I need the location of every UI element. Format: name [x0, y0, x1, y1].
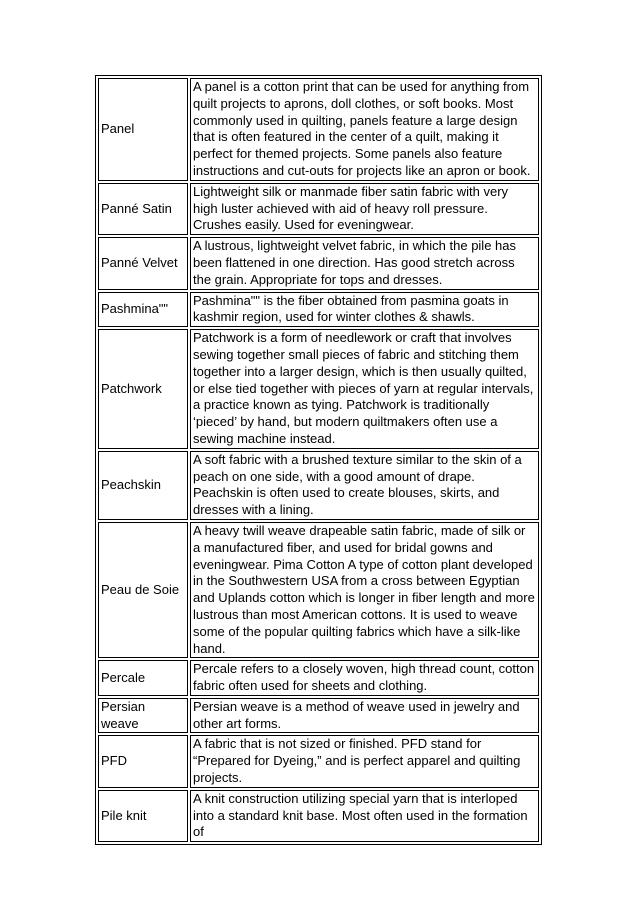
- definition-cell: Patchwork is a form of needlework or craft that involves sewing together small pieces of fabric and stitching them together into a larger design, which is then usually quilted, or else tied together with pieces of yarn at regular intervals, a practice known as tying. Patchwork is traditionally ‘pieced’ by hand, but modern quiltmakers often use a sewing machine instead.: [190, 329, 539, 449]
- table-row: [98, 329, 539, 449]
- term-cell: Pile knit: [98, 790, 188, 842]
- definition-cell: A heavy twill weave drapeable satin fabric, made of silk or a manufactured fiber, and used for bridal gowns and eveningwear. Pima Cotton A type of cotton plant developed in the Southwestern USA from a cross between Egyptian and Uplands cotton which is longer in fiber length and more lustrous than most American cottons. It is used to weave some of the popular quilting fabrics which have a silk-like hand.: [190, 522, 539, 658]
- definition-cell: A panel is a cotton print that can be used for anything from quilt projects to aprons, doll clothes, or soft books. Most commonly used in quilting, panels feature a large design that is often featured in the center of a quilt, making it perfect for themed projects. Some panels also feature instructions and cut-outs for projects like an apron or book.: [190, 78, 539, 181]
- table-row: [98, 698, 539, 734]
- table-row: [98, 183, 539, 235]
- glossary-table: [95, 75, 542, 845]
- definition-cell: A fabric that is not sized or finished. PFD stand for “Prepared for Dyeing,” and is perfect apparel and quilting projects.: [190, 735, 539, 787]
- term-cell: Panné Velvet: [98, 237, 188, 289]
- term-cell: Peau de Soie: [98, 522, 188, 658]
- table-row: [98, 522, 539, 658]
- table-row: [98, 660, 539, 696]
- definition-cell: A lustrous, lightweight velvet fabric, in which the pile has been flattened in one direction. Has good stretch across the grain. Appropriate for tops and dresses.: [190, 237, 539, 289]
- definition-cell: Persian weave is a method of weave used in jewelry and other art forms.: [190, 698, 539, 734]
- definition-cell: A knit construction utilizing special yarn that is interloped into a standard knit base. Most often used in the formation of: [190, 790, 539, 842]
- definition-cell: Lightweight silk or manmade fiber satin fabric with very high luster achieved with aid of heavy roll pressure. Crushes easily. Used for eveningwear.: [190, 183, 539, 235]
- definition-cell: A soft fabric with a brushed texture similar to the skin of a peach on one side, with a good amount of drape. Peachskin is often used to create blouses, skirts, and dresses with a lining.: [190, 451, 539, 520]
- term-cell: Pashmina"": [98, 292, 188, 328]
- term-cell: Percale: [98, 660, 188, 696]
- term-cell: Panné Satin: [98, 183, 188, 235]
- term-cell: Panel: [98, 78, 188, 181]
- table-row: [98, 237, 539, 289]
- table-row: [98, 790, 539, 842]
- definition-cell: Percale refers to a closely woven, high thread count, cotton fabric often used for sheets and clothing.: [190, 660, 539, 696]
- table-row: [98, 451, 539, 520]
- table-row: [98, 78, 539, 181]
- term-cell: Patchwork: [98, 329, 188, 449]
- term-cell: Peachskin: [98, 451, 188, 520]
- table-row: [98, 292, 539, 328]
- table-row: [98, 735, 539, 787]
- definition-cell: Pashmina"" is the fiber obtained from pasmina goats in kashmir region, used for winter clothes & shawls.: [190, 292, 539, 328]
- term-cell: PFD: [98, 735, 188, 787]
- term-cell: Persian weave: [98, 698, 188, 734]
